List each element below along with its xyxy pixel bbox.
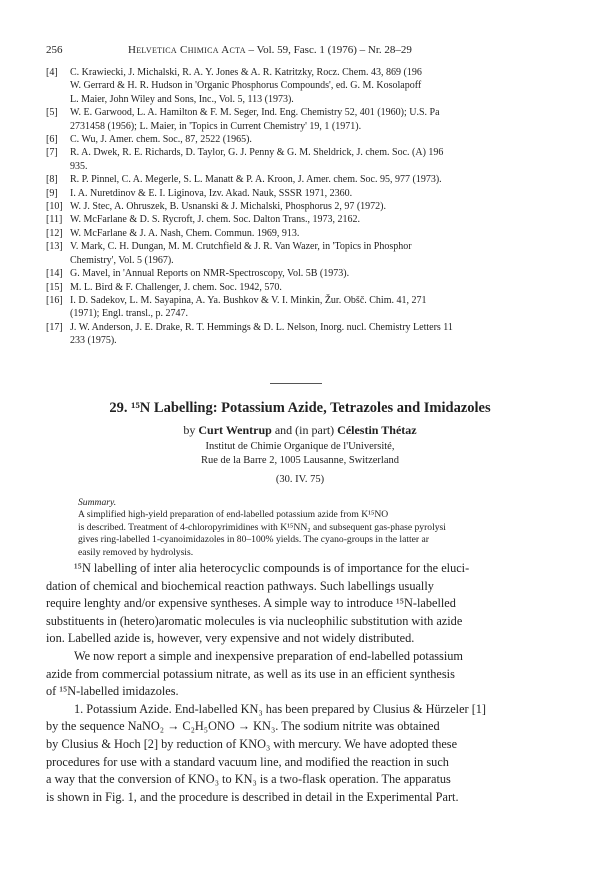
reference-item (46, 173, 586, 186)
body-text-line: ¹⁵N labelling of inter alia heterocyclic compounds is of importance for the eluci- (74, 561, 470, 575)
affiliation-line: Rue de la Barre 2, 1005 Lausanne, Switzerland (201, 455, 399, 466)
reference-number: [15] (46, 281, 63, 293)
reference-text: W. J. Stec, A. Ohruszek, B. Usnanski & J. Michalski, Phosphorus 2, 97 (1972). (70, 201, 387, 213)
reference-text: Chemistry', Vol. 5 (1967). (70, 254, 174, 266)
reference-item (46, 66, 586, 106)
body-paragraph (46, 701, 592, 807)
reference-number: [4] (46, 67, 58, 78)
reference-item (46, 281, 586, 294)
article-body (46, 560, 592, 806)
body-text-line: a way that the conversion of KNO₃ to KN₃ is a two-flask operation. The apparatus (46, 772, 451, 787)
reference-item (46, 106, 586, 133)
reference-text: L. Maier, John Wiley and Sons, Inc., Vol. 5, 113 (1973). (70, 93, 294, 105)
reference-text: C. Krawiecki, J. Michalski, R. A. Y. Jones & A. R. Katritzky, Rocz. Chem. 43, 869 (196 (70, 67, 422, 78)
reference-text: W. McFarlane & J. A. Nash, Chem. Commun. 1969, 913. (70, 227, 300, 239)
body-text-line: ion. Labelled azide is, however, very expensive and not widely distributed. (46, 631, 415, 646)
issue-info: – Vol. 59, Fasc. 1 (1976) – Nr. 28–29 (245, 44, 412, 56)
summary (78, 497, 590, 559)
reference-text: 2731458 (1956); L. Maier, in 'Topics in Current Chemistry' 19, 1 (1971). (70, 120, 362, 132)
reference-text: I. A. Nuretdinov & E. I. Liginova, Izv. Akad. Nauk, SSSR 1971, 2360. (70, 187, 353, 199)
reference-text: M. L. Bird & F. Challenger, J. chem. Soc. 1942, 570. (70, 281, 282, 293)
reference-number: [12] (46, 227, 63, 239)
body-paragraph (46, 560, 592, 648)
reference-number: [16] (46, 294, 63, 306)
reference-text: J. W. Anderson, J. E. Drake, R. T. Hemmings & D. L. Nelson, Inorg. nucl. Chemistry Letters 11 (70, 321, 453, 333)
article-title: 29. ¹⁵N Labelling: Potassium Azide, Tetrazoles and Imidazoles (109, 400, 491, 416)
reference-text: I. D. Sadekov, L. M. Sayapina, A. Ya. Bushkov & V. I. Minkin, Žur. Obšč. Chim. 41, 271 (70, 294, 427, 306)
summary-label: Summary. (78, 497, 117, 508)
summary-text: is described. Treatment of 4-chloropyrimidines with K¹⁵NN₂ and subsequent gas-phase pyrolysi (78, 521, 446, 533)
reference-text: V. Mark, C. H. Dungan, M. M. Crutchfield & J. R. Van Wazer, in 'Topics in Phosphor (70, 241, 412, 253)
reference-item (46, 227, 586, 240)
affiliation (0, 440, 600, 468)
reference-number: [10] (46, 201, 63, 213)
reference-text: 935. (70, 160, 88, 172)
reference-number: [11] (46, 214, 63, 226)
reference-list (46, 66, 586, 348)
summary-text: gives ring-labelled 1-cyanoimidazoles in 80–100% yields. The cyano-groups in the latter ar (78, 534, 429, 546)
summary-text: A simplified high-yield preparation of end-labelled potassium azide from K¹⁵NO (78, 509, 389, 521)
body-text-line: by the sequence NaNO₂ → C₂H₅ONO → KN₃. The sodium nitrite was obtained (46, 719, 440, 734)
body-text-line: procedures for use with a standard vacuum line, and modified the reaction in such (46, 754, 449, 769)
reference-item (46, 213, 586, 226)
body-text-line: require lenghty and/or expensive syntheses. A simple way to introduce ¹⁵N-labelled (46, 596, 456, 611)
reference-number: [5] (46, 107, 58, 119)
reference-item (46, 321, 586, 348)
reference-number: [6] (46, 134, 58, 146)
body-text-line: by Clusius & Hoch [2] by reduction of KNO₃ with mercury. We have adopted these (46, 736, 458, 751)
reference-text: W. Gerrard & H. R. Hudson in 'Organic Phosphorus Compounds', ed. G. M. Kosolapoff (70, 80, 422, 92)
reference-item (46, 133, 586, 146)
author-name: Célestin Thétaz (337, 423, 417, 437)
author-name: Curt Wentrup (198, 423, 272, 437)
page-number: 256 (46, 44, 63, 56)
body-text-line: dation of chemical and biochemical reaction pathways. Such labellings usually (46, 578, 434, 593)
reference-text: 233 (1975). (70, 335, 117, 347)
body-text-line: We now report a simple and inexpensive preparation of end-labelled potassium (74, 648, 463, 663)
summary-text: easily removed by hydrolysis. (78, 546, 194, 558)
byline (0, 423, 600, 438)
body-text-line: azide from commercial potassium nitrate, as well as its use in an efficient synthesis (46, 666, 455, 681)
reference-item (46, 200, 586, 213)
by-label: by (183, 423, 199, 437)
reference-text: R. A. Dwek, R. E. Richards, D. Taylor, G. J. Penny & G. M. Sheldrick, J. chem. Soc. (A) 196 (70, 147, 444, 159)
reference-item (46, 187, 586, 200)
reference-text: W. McFarlane & D. S. Rycroft, J. chem. Soc. Dalton Trans., 1973, 2162. (70, 214, 361, 226)
body-paragraph (46, 648, 592, 701)
reference-item (46, 146, 586, 173)
reference-item (46, 294, 586, 321)
byline-connector: and (in part) (271, 423, 338, 437)
reference-number: [17] (46, 321, 63, 333)
affiliation-line: Institut de Chimie Organique de l'Université, (205, 441, 395, 452)
reference-number: [14] (46, 268, 63, 280)
body-text-line: of ¹⁵N-labelled imidazoles. (46, 684, 179, 699)
received-date: (30. IV. 75) (275, 474, 325, 485)
reference-text: W. E. Garwood, L. A. Hamilton & F. M. Seger, Ind. Eng. Chemistry 52, 401 (1960); U.S. Pa (70, 107, 440, 119)
reference-number: [13] (46, 241, 63, 253)
reference-text: G. Mavel, in 'Annual Reports on NMR-Spectroscopy, Vol. 5B (1973). (70, 268, 350, 280)
reference-number: [7] (46, 147, 58, 159)
reference-item (46, 240, 586, 267)
reference-text: C. Wu, J. Amer. chem. Soc., 87, 2522 (1965). (70, 134, 252, 146)
reference-text: (1971); Engl. transl., p. 2747. (70, 308, 189, 320)
reference-number: [9] (46, 187, 58, 199)
reference-number: [8] (46, 174, 58, 186)
reference-text: R. P. Pinnel, C. A. Megerle, S. L. Manatt & P. A. Kroon, J. Amer. chem. Soc. 95, 977 (1973). (70, 174, 442, 186)
body-text-line: substituents in (hetero)aromatic molecules is via nucleophilic substitution with azide (46, 613, 463, 628)
body-text-line: 1. Potassium Azide. End-labelled KN₃ has been prepared by Clusius & Hürzeler [1] (74, 701, 487, 716)
journal-name: Helvetica Chimica Acta (128, 44, 246, 56)
section-divider (270, 383, 322, 384)
body-text-line: is shown in Fig. 1, and the procedure is described in detail in the Experimental Part. (46, 789, 459, 804)
reference-item (46, 267, 586, 280)
